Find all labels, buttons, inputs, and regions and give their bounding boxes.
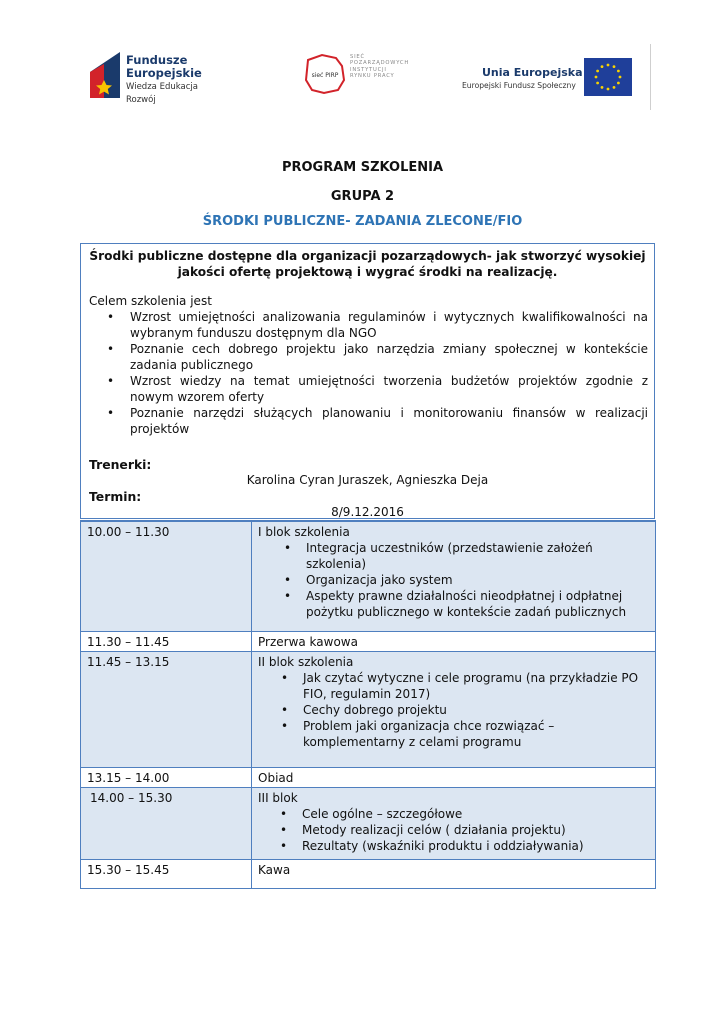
pirp-line: INSTYTUCJI — [350, 66, 387, 73]
schedule-item: • Problem jaki organizacja chce rozwiązać – komplementarny z celami programu — [279, 718, 649, 750]
ue-subtitle: Europejski Fundusz Społeczny — [462, 81, 576, 90]
schedule-row — [81, 631, 656, 651]
schedule-time — [81, 787, 252, 859]
term-value: 8/9.12.2016 — [331, 505, 404, 519]
trainers-value: Karolina Cyran Juraszek, Agnieszka Deja — [246, 473, 489, 487]
schedule-time: 15.30 – 15.45 — [81, 859, 252, 888]
group-title: GRUPA 2 — [330, 189, 395, 204]
goals-lead: Celem szkolenia jest — [89, 294, 212, 308]
schedule-item: • Organizacja jako system — [282, 572, 649, 588]
training-heading: Środki publiczne dostępne dla organizacji pozarządowych- jak stworzyć wysokiej jakości ofertę projektową i wygrać środki na realizację. — [89, 249, 646, 279]
schedule-content — [252, 787, 656, 859]
schedule-row — [81, 859, 656, 888]
program-title: PROGRAM SZKOLENIA — [281, 160, 444, 175]
schedule-item: • Aspekty prawne działalności nieodpłatnej i odpłatnej pożytku publicznego w kontekście zadań publicznych — [282, 588, 649, 620]
schedule-item: • Jak czytać wytyczne i cele programu (na przykładzie PO FIO, regulamin 2017) — [279, 670, 649, 702]
topic-title: ŚRODKI PUBLICZNE- ZADANIA ZLECONE/FIO — [202, 214, 523, 229]
term-label: Termin: — [89, 489, 142, 504]
schedule-row — [81, 767, 656, 787]
pirp-mark-text: sieć PIRP — [311, 72, 339, 79]
schedule-items — [258, 806, 649, 854]
fe-line2: Europejskie — [126, 66, 202, 80]
pirp-line: POZARZĄDOWYCH — [350, 60, 410, 67]
pirp-line: SIEĆ — [350, 54, 365, 60]
pirp-logo — [302, 52, 412, 96]
schedule-content — [252, 651, 656, 767]
unia-europejska-logo — [462, 58, 630, 100]
goal-item: • Wzrost umiejętności analizowania regulaminów i wytycznych kwalifikowalności na wybranym funduszu dostępnym dla NGO — [105, 310, 648, 342]
schedule-time: 10.00 – 11.30 — [81, 521, 252, 631]
goal-item: • Poznanie narzędzi służących planowaniu i monitorowaniu finansów w realizacji projektów — [105, 406, 648, 438]
schedule-block-title: III blok — [258, 790, 298, 805]
schedule-item: • Cechy dobrego projektu — [279, 702, 649, 718]
header-divider — [650, 44, 651, 110]
fe-line3: Wiedza Edukacja Rozwój — [126, 82, 198, 105]
schedule-row — [81, 521, 656, 631]
schedule-row — [81, 651, 656, 767]
schedule-time: 11.45 – 13.15 — [81, 651, 252, 767]
eu-flag-icon — [584, 58, 632, 96]
schedule-block-title: II blok szkolenia — [258, 654, 354, 669]
poland-map-icon — [302, 52, 348, 96]
trainers-label: Trenerki: — [89, 457, 152, 472]
schedule-item: • Rezultaty (wskaźniki produktu i oddziaływania) — [278, 838, 649, 854]
schedule-table — [80, 520, 656, 889]
fe-line1: Fundusze — [126, 53, 188, 67]
goal-item: • Poznanie cech dobrego projektu jako narzędzia zmiany społecznej w kontekście zadania publicznego — [105, 342, 648, 374]
schedule-block-title: Przerwa kawowa — [252, 631, 656, 651]
schedule-item: • Cele ogólne – szczegółowe — [278, 806, 649, 822]
pirp-text — [350, 54, 409, 80]
ue-title: Unia Europejska — [482, 66, 583, 79]
schedule-items — [258, 670, 649, 750]
fundusze-europejskie-logo — [90, 52, 230, 105]
schedule-time: 11.30 – 11.45 — [81, 631, 252, 651]
fe-star-icon — [90, 52, 120, 98]
schedule-item: • Integracja uczestników (przedstawienie założeń szkolenia) — [282, 540, 649, 572]
schedule-time: 13.15 – 14.00 — [81, 767, 252, 787]
schedule-time-text: 14.00 – 15.30 — [90, 790, 173, 805]
schedule-item: • Metody realizacji celów ( działania projektu) — [278, 822, 649, 838]
schedule-content — [252, 521, 656, 631]
schedule-row — [81, 787, 656, 859]
goals-list — [105, 310, 648, 438]
schedule-items — [258, 540, 649, 620]
schedule-block-title: Kawa — [252, 859, 656, 888]
schedule-block-title: Obiad — [252, 767, 656, 787]
schedule-block-title: I blok szkolenia — [258, 525, 350, 539]
training-intro-box — [80, 243, 655, 519]
pirp-line: RYNKU PRACY — [350, 73, 395, 80]
goal-item: • Wzrost wiedzy na temat umiejętności tworzenia budżetów projektów zgodnie z nowym wzorem oferty — [105, 374, 648, 406]
